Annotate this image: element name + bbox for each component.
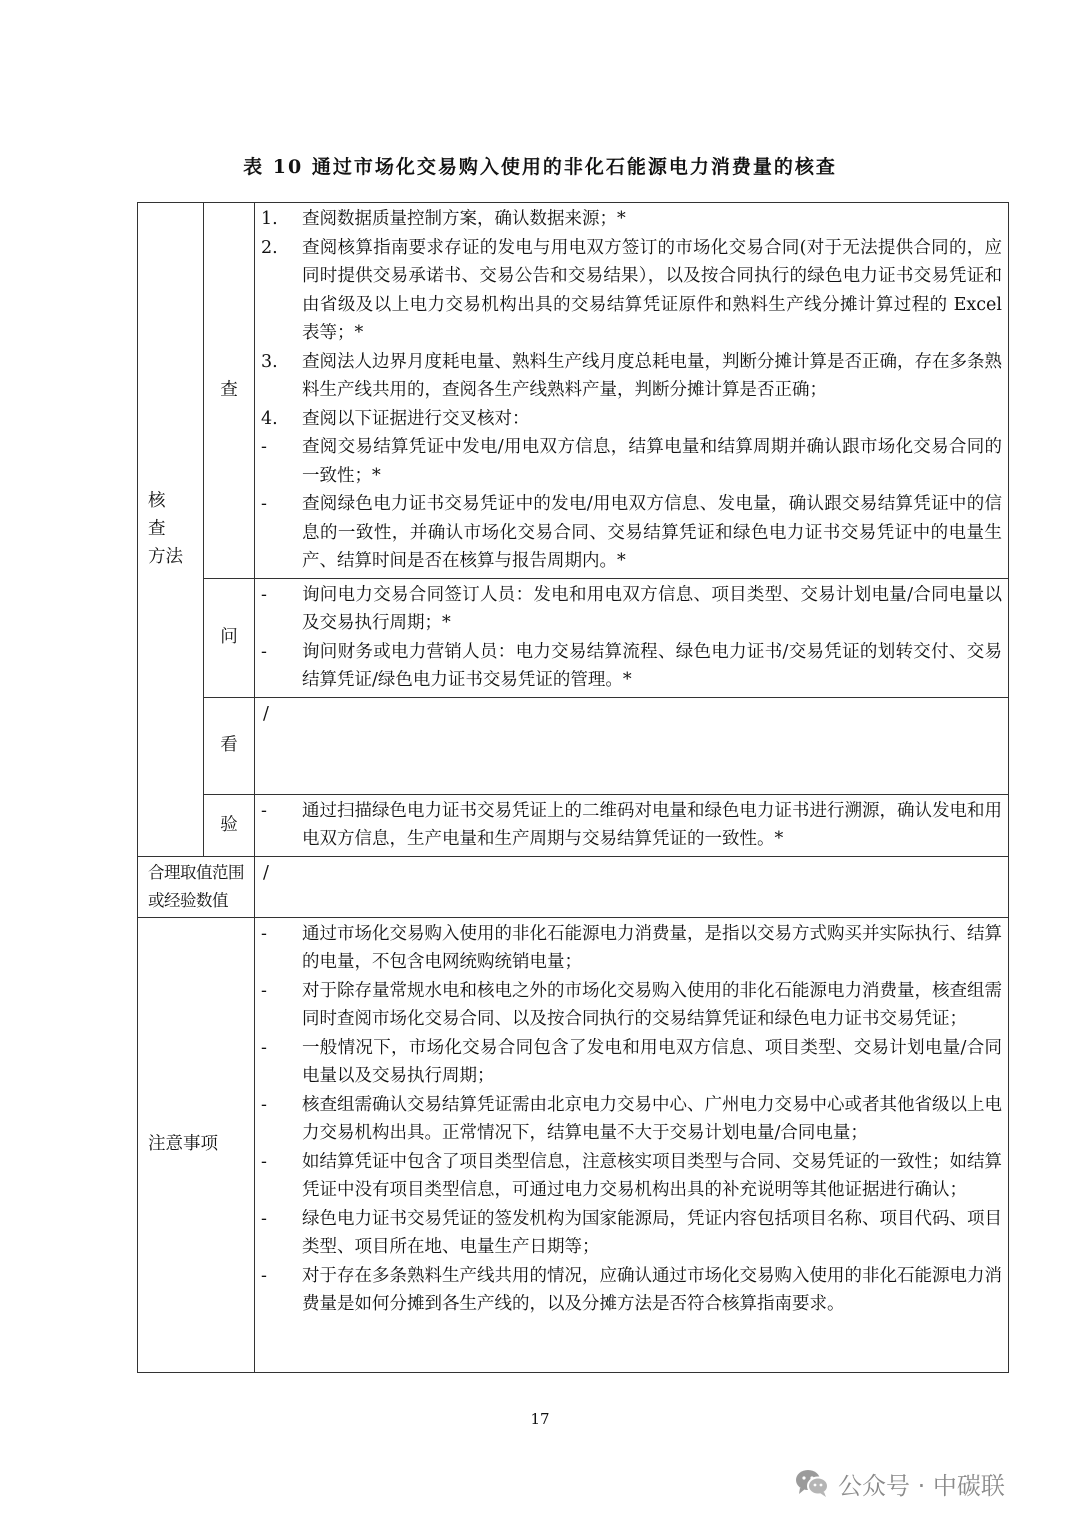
notes-label: 注意事项	[138, 917, 255, 1372]
sub-label-kan: 看	[204, 697, 255, 794]
wen-content	[255, 578, 1009, 697]
kan-value: /	[263, 703, 269, 724]
item-text: 核查组需确认交易结算凭证需由北京电力交易中心、广州电力交易中心或者其他省级以上电力交易机构出具。正常情况下，结算电量不大于交易计划电量/合同电量；	[302, 1094, 1002, 1143]
sub-label-cha: 查	[204, 203, 255, 579]
item-marker: -	[261, 437, 267, 457]
item-text: 查阅核算指南要求存证的发电与用电双方签订的市场化交易合同(对于无法提供合同的，应同时提供交易承诺书、交易公告和交易结果），以及按合同执行的绿色电力证书交易凭证和由省级及以上电力交易机构出具的交易结算凭证原件和熟料生产线分摊计算过程的 Excel 表等；*	[302, 237, 1002, 343]
item-text: 查阅以下证据进行交叉核对：	[302, 408, 530, 429]
item-marker: -	[261, 800, 267, 821]
notes-content	[255, 917, 1009, 1372]
page-number: 17	[530, 1410, 550, 1428]
item-text: 询问财务或电力营销人员：电力交易结算流程、绿色电力证书/交易凭证的划转交付、交易结算凭证/绿色电力证书交易凭证的管理。*	[302, 641, 1002, 690]
item-text: 如结算凭证中包含了项目类型信息，注意核实项目类型与合同、交易凭证的一致性；如结算凭证中没有项目类型信息，可通过电力交易机构出具的补充说明等其他证据进行确认；	[302, 1151, 1002, 1200]
table-title: 表 10 通过市场化交易购入使用的非化石能源电力消费量的核查	[243, 156, 837, 178]
kan-content	[255, 697, 1009, 794]
item-marker: -	[261, 1037, 267, 1058]
item-text: 询问电力交易合同签订人员：发电和用电双方信息、项目类型、交易计划电量/合同电量以及交易执行周期；*	[302, 584, 1002, 633]
item-text: 绿色电力证书交易凭证的签发机构为国家能源局，凭证内容包括项目名称、项目代码、项目类型、项目所在地、电量生产日期等；	[302, 1208, 1002, 1257]
wechat-icon	[794, 1467, 830, 1499]
item-marker: 2.	[261, 237, 278, 258]
item-marker: -	[261, 1208, 267, 1229]
item-marker: -	[261, 923, 267, 944]
item-text: 对于除存量常规水电和核电之外的市场化交易购入使用的非化石能源电力消费量，核查组需同时查阅市场化交易合同、以及按合同执行的交易结算凭证和绿色电力证书交易凭证；	[302, 980, 1002, 1029]
list-item	[261, 1262, 1002, 1319]
item-text: 通过市场化交易购入使用的非化石能源电力消费量，是指以交易方式购买并实际执行、结算的电量，不包含电网统购统销电量；	[302, 923, 1002, 972]
list-item	[261, 234, 1002, 348]
item-text: 对于存在多条熟料生产线共用的情况，应确认通过市场化交易购入使用的非化石能源电力消费量是如何分摊到各生产线的，以及分摊方法是否符合核算指南要求。	[302, 1265, 1002, 1314]
list-item	[261, 1148, 1002, 1205]
list-item	[261, 920, 1002, 977]
item-marker: -	[261, 1094, 267, 1115]
list-item	[261, 490, 1002, 576]
list-item	[261, 348, 1002, 405]
list-item	[261, 1034, 1002, 1091]
item-text: 通过扫描绿色电力证书交易凭证上的二维码对电量和绿色电力证书进行溯源，确认发电和用电双方信息，生产电量和生产周期与交易结算凭证的一致性。*	[302, 800, 1002, 849]
item-marker: 1.	[261, 209, 278, 229]
item-marker: -	[261, 1151, 267, 1172]
item-marker: 3.	[261, 351, 278, 372]
range-label: 合理取值范围 或经验数值	[138, 856, 255, 917]
watermark-text: 公众号 · 中碳联	[838, 1471, 1005, 1500]
list-item	[261, 581, 1002, 638]
list-item	[261, 1205, 1002, 1262]
list-item	[261, 977, 1002, 1034]
yan-content	[255, 794, 1009, 856]
range-content	[255, 856, 1009, 917]
item-marker: -	[261, 494, 267, 514]
list-item	[261, 797, 1002, 854]
item-text: 查阅交易结算凭证中发电/用电双方信息，结算电量和结算周期并确认跟市场化交易合同的一致性；*	[302, 437, 1002, 486]
list-item	[261, 433, 1002, 490]
list-item	[261, 638, 1002, 695]
item-marker: -	[261, 584, 267, 605]
item-marker: -	[261, 641, 267, 662]
list-item	[261, 205, 1002, 234]
item-text: 查阅数据质量控制方案，确认数据来源；*	[302, 209, 626, 229]
list-item	[261, 1091, 1002, 1148]
item-text: 一般情况下，市场化交易合同包含了发电和用电双方信息、项目类型、交易计划电量/合同电量以及交易执行周期；	[302, 1037, 1002, 1086]
watermark	[794, 1463, 1005, 1503]
verification-table	[137, 202, 1009, 1373]
list-item	[261, 405, 1002, 434]
method-label: 核 查 方法	[138, 203, 204, 857]
sub-label-yan: 验	[204, 794, 255, 856]
sub-label-wen: 问	[204, 578, 255, 697]
range-value: /	[263, 862, 269, 883]
item-marker: 4.	[261, 408, 278, 429]
cha-content	[255, 203, 1009, 579]
item-text: 查阅法人边界月度耗电量、熟料生产线月度总耗电量，判断分摊计算是否正确，存在多条熟料生产线共用的，查阅各生产线熟料产量，判断分摊计算是否正确；	[302, 351, 1002, 400]
item-marker: -	[261, 1265, 267, 1286]
item-marker: -	[261, 980, 267, 1001]
item-text: 查阅绿色电力证书交易凭证中的发电/用电双方信息、发电量，确认跟交易结算凭证中的信息的一致性，并确认市场化交易合同、交易结算凭证和绿色电力证书交易凭证中的电量生产、结算时间是否在核算与报告周期内。*	[302, 494, 1002, 571]
